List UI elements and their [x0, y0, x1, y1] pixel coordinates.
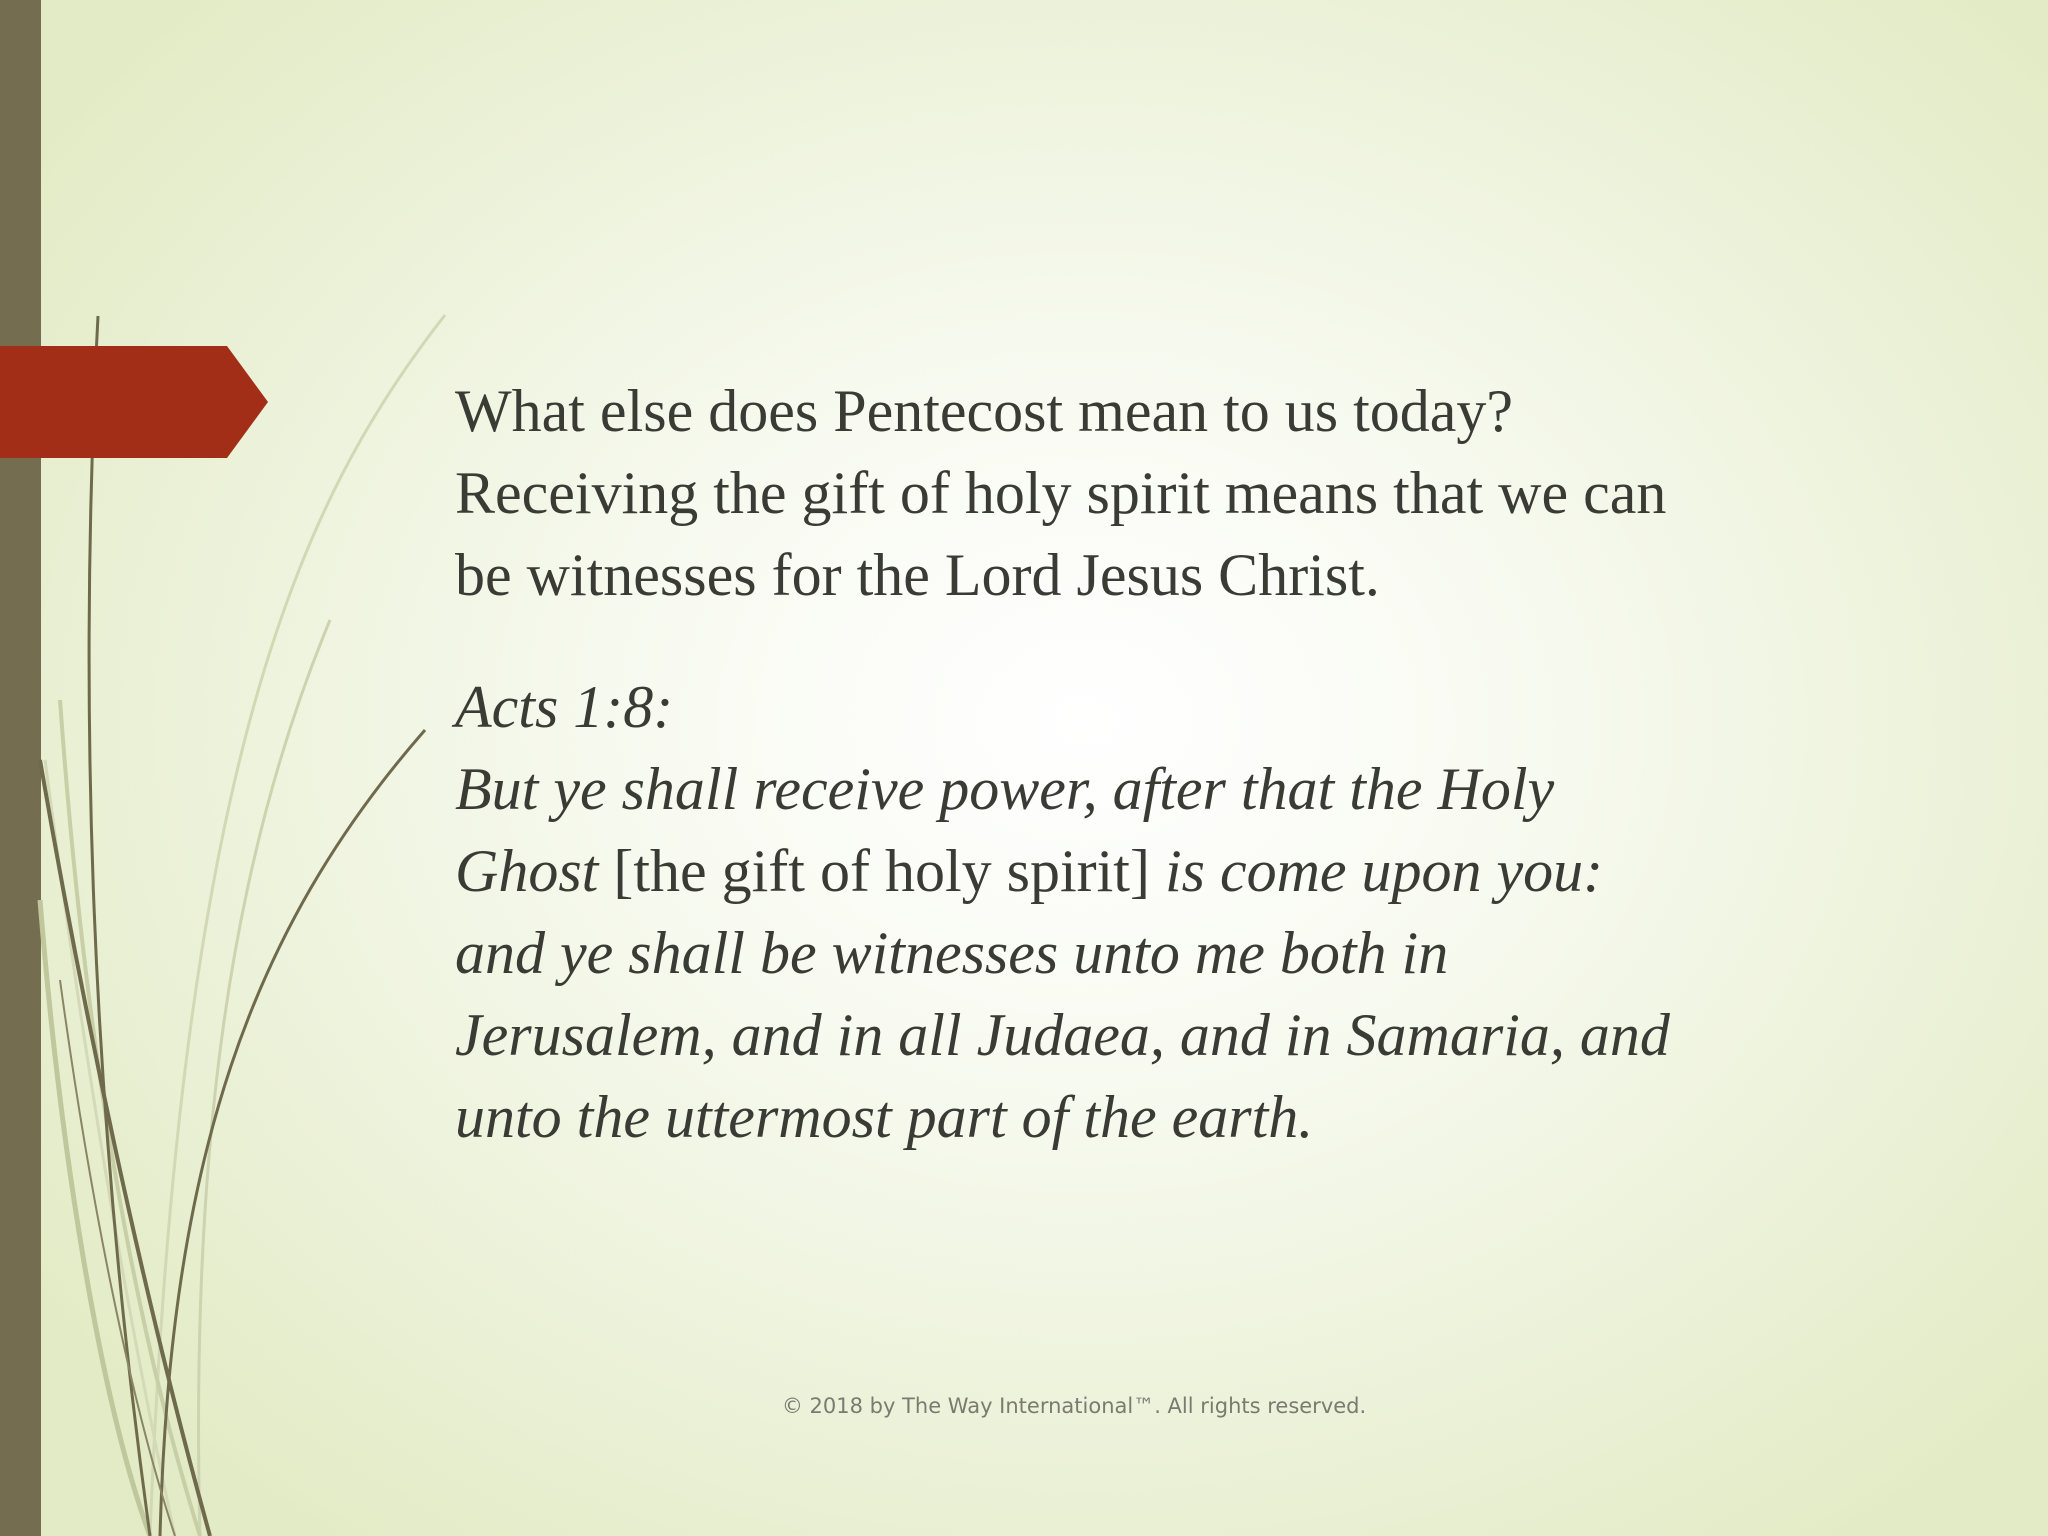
scripture-reference: Acts 1:8: — [455, 674, 674, 740]
verse-line: But ye shall receive power, after that the Holy — [455, 756, 1555, 822]
intro-line: be witnesses for the Lord Jesus Christ. — [455, 542, 1380, 608]
verse-line: Jerusalem, and in all Judaea, and in Samaria, and — [455, 1002, 1670, 1068]
copyright-footer: © 2018 by The Way International™. All rights reserved. — [781, 1394, 1367, 1418]
red-arrow-flag — [0, 346, 268, 458]
verse-line-italic: is come upon you: — [1164, 838, 1604, 904]
verse-bracket-note: [the gift of holy spirit] — [613, 838, 1150, 904]
intro-line: What else does Pentecost mean to us today? — [455, 378, 1514, 444]
intro-paragraph — [455, 370, 1875, 616]
verse-line: and ye shall be witnesses unto me both in — [455, 920, 1449, 986]
slide-body — [455, 370, 1875, 1158]
verse-line: unto the uttermost part of the earth. — [455, 1084, 1314, 1150]
scripture-paragraph — [455, 666, 1875, 1158]
verse-line-italic: Ghost — [455, 838, 599, 904]
intro-line: Receiving the gift of holy spirit means that we can — [455, 460, 1667, 526]
